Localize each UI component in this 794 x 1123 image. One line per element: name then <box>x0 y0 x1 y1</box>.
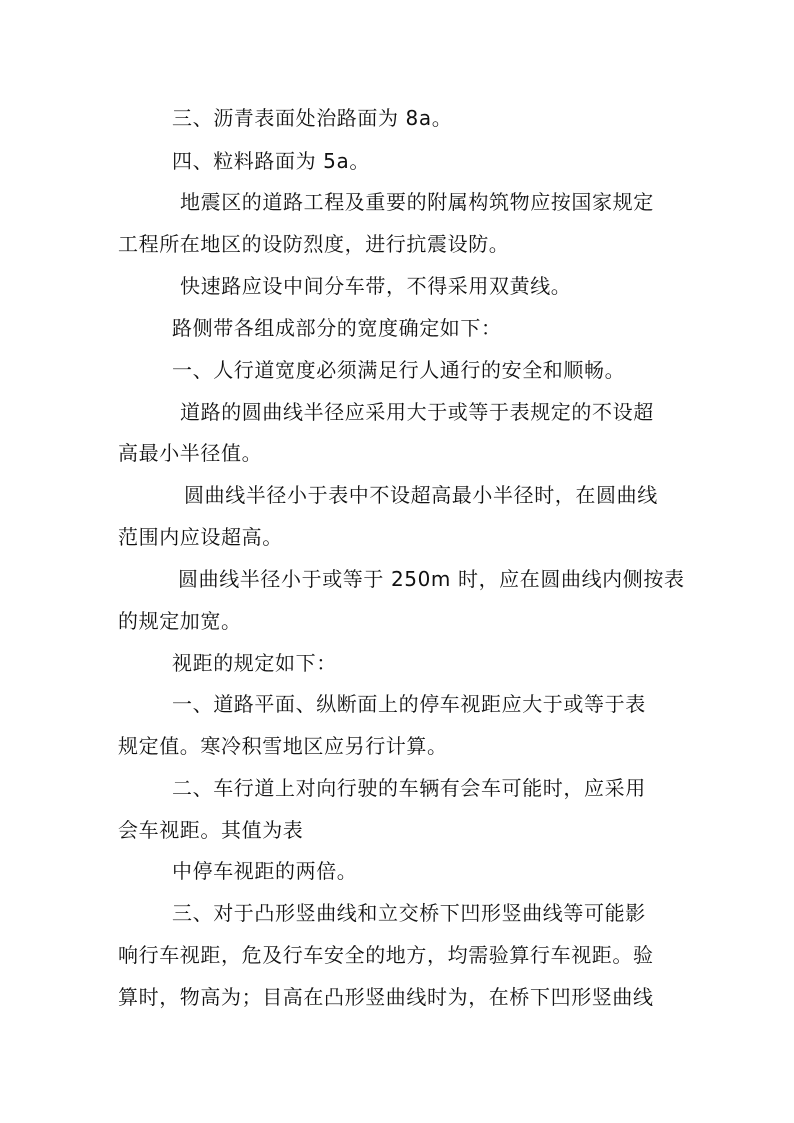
text-line-13: 的规定加宽。 <box>118 609 242 633</box>
text-line-22: 算时，物高为；目高在凸形竖曲线时为，在桥下凹形竖曲线 <box>118 985 654 1009</box>
text-line-4: 工程所在地区的设防烈度，进行抗震设防。 <box>118 232 510 256</box>
text-line-14: 视距的规定如下： <box>172 651 337 675</box>
text-line-17: 二、车行道上对向行驶的车辆有会车可能时，应采用 <box>172 776 646 800</box>
text-line-11: 范围内应设超高。 <box>118 525 283 549</box>
text-line-2: 四、粒料路面为 5a。 <box>172 149 370 173</box>
text-line-21: 响行车视距，危及行车安全的地方，均需验算行车视距。验 <box>118 943 654 967</box>
text-line-8: 道路的圆曲线半径应采用大于或等于表规定的不设超 <box>180 400 654 424</box>
text-line-7: 一、人行道宽度必须满足行人通行的安全和顺畅。 <box>172 358 626 382</box>
text-line-9: 高最小半径值。 <box>118 441 263 465</box>
text-line-3: 地震区的道路工程及重要的附属构筑物应按国家规定 <box>180 190 654 214</box>
text-line-10: 圆曲线半径小于表中不设超高最小半径时，在圆曲线 <box>184 483 658 507</box>
text-line-12: 圆曲线半径小于或等于 250m 时，应在圆曲线内侧按表 <box>178 567 685 591</box>
text-line-5: 快速路应设中间分车带，不得采用双黄线。 <box>180 274 572 298</box>
text-line-16: 规定值。寒冷积雪地区应另行计算。 <box>118 734 448 758</box>
text-line-20: 三、对于凸形竖曲线和立交桥下凹形竖曲线等可能影 <box>172 901 646 925</box>
text-line-15: 一、道路平面、纵断面上的停车视距应大于或等于表 <box>172 692 646 716</box>
text-line-1: 三、沥青表面处治路面为 8a。 <box>172 106 453 130</box>
text-line-6: 路侧带各组成部分的宽度确定如下： <box>172 316 502 340</box>
text-line-18: 会车视距。其值为表 <box>118 818 304 842</box>
text-line-19: 中停车视距的两倍。 <box>172 859 358 883</box>
